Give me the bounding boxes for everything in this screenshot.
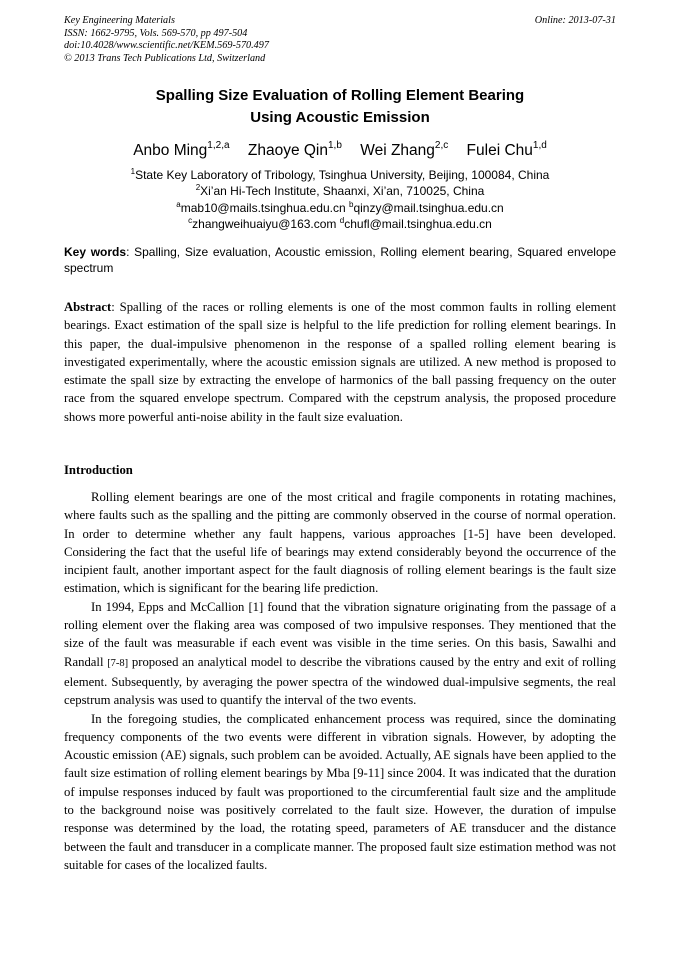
intro-paragraph-3: In the foregoing studies, the complicated enhancement process was required, since the dominating frequency components of the two events were different in vibration signals. However, by adopting the Acoustic emission (AE) signals, such problem can be avoided. Actually, AE signals have been applied to the fault size estimation of rolling element bearings by Mba [9-11] since 2004. It was indicated that the duration of impulse responses induced by fault was proportioned to the circumferential fault size and the amplitude to the background noise was positively correlated to the fault size. However, the duration of impulse response was determined by the load, the rotating speed, parameters of AE transducer and the distance between the fault and transducer in a complicate manner. The proposed fault size estimation method was not suitable for cases of the localized faults. [64,711,616,872]
affiliation-1 [64,167,616,183]
abstract-label: Abstract [64,300,112,314]
email-marker: d [339,216,345,226]
author-name: Zhaoye Qin [247,142,328,159]
citation: [7-8] [107,657,129,669]
affil-text: State Key Laboratory of Tribology, Tsinghua University, Beijing, 100084, China [135,168,550,182]
copyright-line: © 2013 Trans Tech Publications Ltd, Switzerland [64,52,266,64]
affil-text: Xi’an Hi-Tech Institute, Shaanxi, Xi’an, 710025, China [200,184,485,199]
section-heading-introduction: Introduction [64,463,133,477]
email-marker: a [176,199,181,209]
journal-header [64,15,616,65]
doi-line: doi:10.4028/www.scientific.net/KEM.569-570.497 [64,40,269,52]
intro-paragraph-1: Rolling element bearings are one of the most critical and fragile components in rotating machines, where faults such as the spalling and the pitting are commonly observed in the course of normal operation. In order to determine whether any fault happens, various approaches [1-5] have been developed. Considering the fact that the useful life of bearings may extend considerably beyond the occurrence of the incipient fault, another important aspect for the fault diagnosis of rolling element bearings is the fault size estimation, which is significant for the bearing life prediction. [64,490,616,596]
paper-title [64,85,616,129]
title-line-2: Using Acoustic Emission [250,109,430,126]
affil-marker: 2 [195,183,201,193]
affiliation-2 [64,183,616,199]
author-name: Fulei Chu [466,142,533,159]
author [467,141,547,161]
email-marker: c [188,216,193,226]
abstract-paragraph [64,298,616,426]
email-line-1 [64,200,616,216]
email-b[interactable]: qinzy@mail.tsinghua.edu.cn [353,200,504,215]
author [248,141,342,161]
paragraph-text: proposed an analytical model to describe the vibrations caused by the entry and exit of rolling element. Subsequently, by averaging the power spectra of the windowed dual-impulsive segments, the real cepstrum analysis was used to quantify the interval of the two events. [64,654,616,708]
paragraph-text: In 1994, Epps and McCallion [1] found that the vibration signature originating from the passage of a rolling element over the flaking area was composed of two impulsive responses. They mentioned that the size of the fault was measurable if each event was visible in the time series. On this basis, Sawalhi and Randall [64,599,616,669]
affiliations [64,167,616,233]
online-date: Online: 2013-07-31 [534,15,616,26]
keywords-label: Key words [64,245,127,259]
affil-marker: 1 [130,167,136,176]
author-affil-marker: 1,d [532,139,547,151]
introduction-body [64,488,616,874]
abstract-text: : Spalling of the races or rolling elements is one of the most common faults in rolling element bearings. Exact estimation of the spall size is helpful to the life prediction for rolling element bearings. In this paper, the dual-impulsive phenomenon in the response of a spalled rolling element bearing is investigated experimentally, where the acoustic emission signals are utilized. A new method is proposed to estimate the spall size by extracting the envelope of harmonics of the ball passing frequency on the outer race from the squared envelope spectrum. Compared with the cepstrum analysis, the proposed procedure shows more powerful anti-noise ability in the fault size evaluation. [64,300,616,424]
email-d[interactable]: chufl@mail.tsinghua.edu.cn [344,217,492,232]
email-marker: b [349,199,354,209]
author-name: Anbo Ming [133,142,208,159]
journal-name: Key Engineering Materials [64,15,175,26]
author-affil-marker: 2,c [434,139,449,151]
intro-paragraph-2 [64,598,616,710]
author-name: Wei Zhang [360,142,435,159]
email-c[interactable]: zhangweihuaiyu@163.com [192,217,337,232]
keywords-text: : Spalling, Size evaluation, Acoustic emission, Rolling element bearing, Squared envelope spectrum [64,245,616,275]
issn-line: ISSN: 1662-9795, Vols. 569-570, pp 497-504 [64,27,248,39]
email-line-2 [64,216,616,232]
author-affil-marker: 1,2,a [207,139,230,151]
author [360,141,448,161]
keywords-paragraph [64,245,616,276]
author [133,141,229,161]
author-list [64,141,616,161]
author-affil-marker: 1,b [328,139,342,151]
title-line-1: Spalling Size Evaluation of Rolling Element Bearing [155,87,525,104]
email-a[interactable]: mab10@mails.tsinghua.edu.cn [180,200,346,215]
